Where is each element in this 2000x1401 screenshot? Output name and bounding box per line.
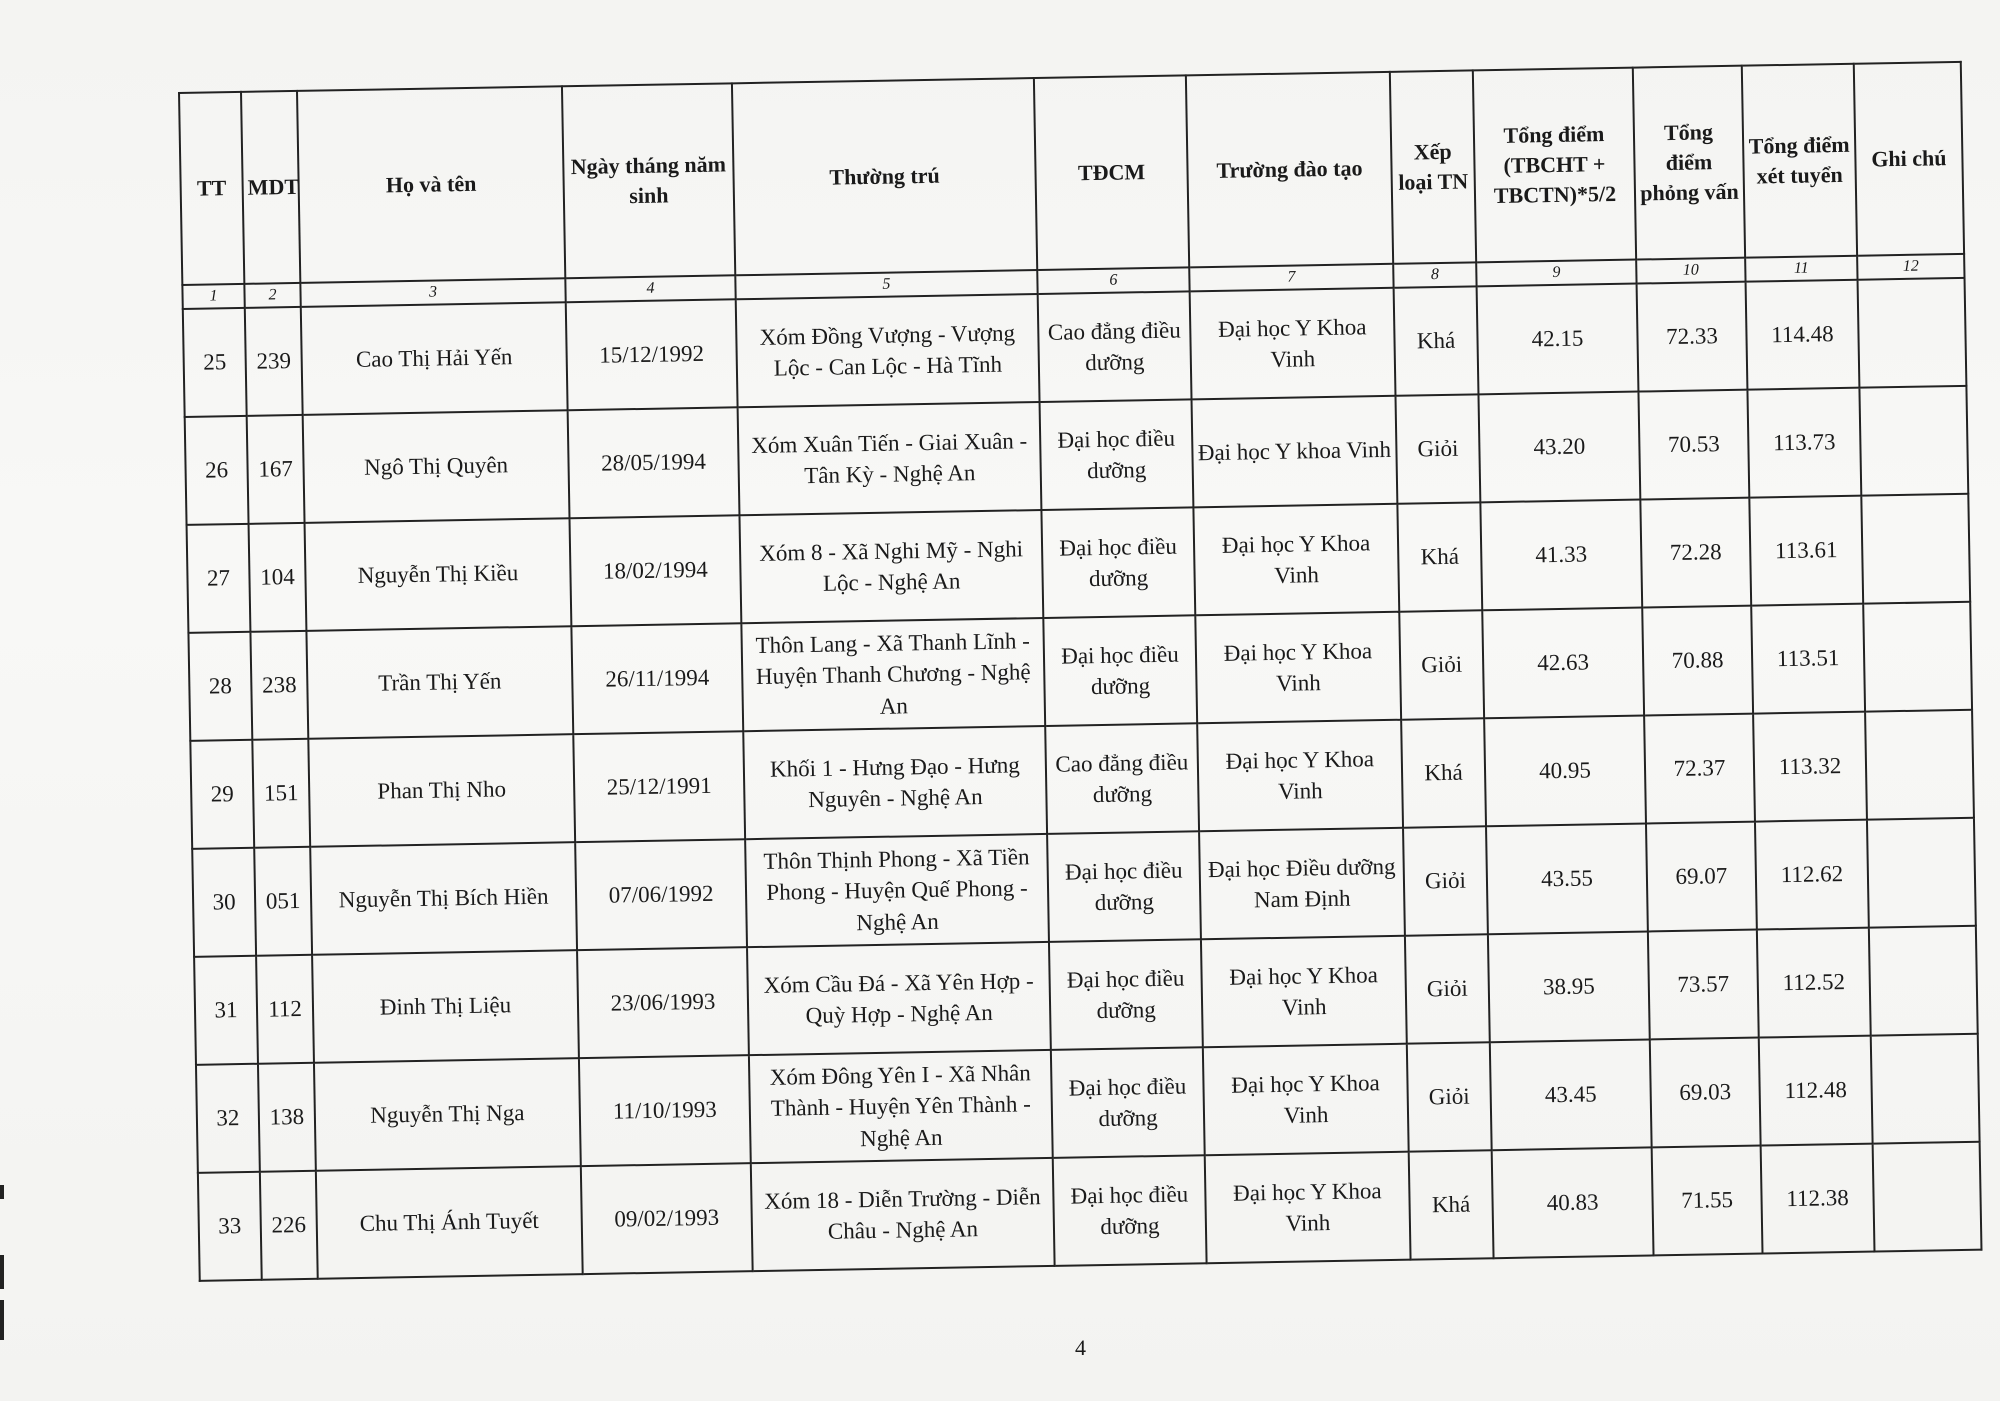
tdcm-cell: Cao đẳng điều dưỡng (1045, 723, 1199, 834)
tt-cell: 33 (198, 1172, 262, 1281)
score-interview-cell: 69.07 (1646, 822, 1757, 932)
grade-cell: Giỏi (1407, 1042, 1492, 1151)
school-cell: Đại học Y Khoa Vinh (1195, 612, 1401, 724)
header-cell: Ghi chú (1854, 62, 1964, 256)
residence-cell: Xóm Đồng Vượng - Vượng Lộc - Can Lộc - Hà Tĩnh (736, 294, 1040, 407)
grade-cell: Giỏi (1405, 934, 1490, 1043)
header-cell: Tổng điểm xét tuyển (1742, 64, 1857, 258)
dob-cell: 07/06/1992 (575, 839, 747, 950)
residence-cell: Xóm 8 - Xã Nghi Mỹ - Nghi Lộc - Nghệ An (739, 510, 1043, 623)
grade-cell: Khá (1394, 286, 1479, 395)
dob-cell: 15/12/1992 (566, 299, 738, 410)
note-cell (1873, 1142, 1982, 1252)
dob-cell: 28/05/1994 (568, 407, 740, 518)
residence-cell: Xóm Đông Yên I - Xã Nhân Thành - Huyện Yên Thành - Nghệ An (749, 1050, 1053, 1163)
residence-cell: Xóm Xuân Tiến - Giai Xuân - Tân Kỳ - Nghệ An (738, 402, 1042, 515)
score-study-cell: 41.33 (1480, 500, 1642, 611)
score-study-cell: 38.95 (1488, 931, 1650, 1042)
results-body (183, 278, 1982, 1281)
column-number: 4 (565, 275, 735, 302)
scan-edge-mark (0, 1185, 4, 1199)
header-cell: Họ và tên (297, 86, 565, 283)
mdt-cell: 112 (256, 955, 314, 1064)
grade-cell: Khá (1397, 502, 1482, 611)
dob-cell: 18/02/1994 (569, 515, 741, 626)
tt-cell: 25 (183, 308, 247, 417)
residence-cell: Xóm 18 - Diễn Trường - Diễn Châu - Nghệ An (751, 1158, 1055, 1271)
note-cell (1867, 818, 1976, 928)
scan-edge-mark (0, 1300, 4, 1340)
score-total-cell: 112.48 (1759, 1036, 1873, 1146)
score-interview-cell: 70.53 (1638, 390, 1749, 500)
tdcm-cell: Đại học điều dưỡng (1051, 1047, 1205, 1158)
score-interview-cell: 70.88 (1642, 606, 1753, 716)
score-study-cell: 43.20 (1478, 392, 1640, 503)
column-number: 5 (735, 270, 1037, 299)
tt-cell: 28 (188, 632, 252, 741)
score-total-cell: 113.32 (1753, 712, 1867, 822)
column-number: 6 (1037, 267, 1189, 294)
grade-cell: Khá (1409, 1150, 1494, 1259)
note-cell (1863, 602, 1972, 712)
tdcm-cell: Đại học điều dưỡng (1053, 1155, 1207, 1266)
score-total-cell: 114.48 (1746, 280, 1860, 390)
score-study-cell: 40.83 (1492, 1147, 1654, 1258)
score-interview-cell: 72.33 (1637, 282, 1748, 392)
mdt-cell: 151 (252, 739, 310, 848)
column-number: 9 (1476, 260, 1636, 287)
dob-cell: 11/10/1993 (579, 1055, 751, 1166)
tdcm-cell: Đại học điều dưỡng (1049, 939, 1203, 1050)
column-number: 1 (182, 284, 244, 309)
grade-cell: Giỏi (1403, 826, 1488, 935)
column-number: 7 (1189, 264, 1393, 292)
header-row (179, 62, 1964, 285)
name-cell: Cao Thị Hải Yến (301, 302, 568, 415)
name-cell: Nguyễn Thị Nga (314, 1058, 581, 1171)
results-sheet (178, 61, 1980, 1282)
score-study-cell: 40.95 (1484, 716, 1646, 827)
school-cell: Đại học Y Khoa Vinh (1193, 504, 1399, 616)
dob-cell: 09/02/1993 (581, 1163, 753, 1274)
score-study-cell: 42.63 (1482, 608, 1644, 719)
score-total-cell: 112.62 (1755, 820, 1869, 930)
residence-cell: Khối 1 - Hưng Đạo - Hưng Nguyên - Nghệ An (743, 726, 1047, 839)
tdcm-cell: Đại học điều dưỡng (1043, 615, 1197, 726)
tdcm-cell: Đại học điều dưỡng (1041, 507, 1195, 618)
tdcm-cell: Đại học điều dưỡng (1040, 399, 1194, 510)
header-cell: MDT (241, 91, 300, 284)
score-total-cell: 112.52 (1757, 928, 1871, 1038)
mdt-cell: 138 (258, 1063, 316, 1172)
page-number: 4 (1075, 1335, 1086, 1360)
tt-cell: 26 (185, 416, 249, 525)
results-table (178, 61, 1982, 1282)
school-cell: Đại học Điều dưỡng Nam Định (1199, 828, 1405, 940)
school-cell: Đại học Y Khoa Vinh (1197, 720, 1403, 832)
header-cell: Thường trú (732, 78, 1037, 275)
column-number: 2 (244, 283, 300, 308)
residence-cell: Xóm Cầu Đá - Xã Yên Hợp - Quỳ Hợp - Nghệ An (747, 942, 1051, 1055)
score-interview-cell: 71.55 (1652, 1146, 1763, 1256)
column-number: 10 (1636, 258, 1745, 284)
column-number: 8 (1393, 262, 1476, 287)
dob-cell: 23/06/1993 (577, 947, 749, 1058)
school-cell: Đại học Y Khoa Vinh (1201, 936, 1407, 1048)
note-cell (1865, 710, 1974, 820)
note-cell (1859, 386, 1968, 496)
name-cell: Đinh Thị Liệu (312, 950, 579, 1063)
column-number: 3 (300, 278, 565, 307)
residence-cell: Thôn Thịnh Phong - Xã Tiền Phong - Huyện Quế Phong - Nghệ An (745, 834, 1049, 947)
grade-cell: Giỏi (1399, 610, 1484, 719)
header-cell: TĐCM (1034, 75, 1189, 270)
header-cell: Tổng điểm (TBCHT + TBCTN)*5/2 (1473, 68, 1636, 263)
school-cell: Đại học Y Khoa Vinh (1190, 288, 1396, 400)
school-cell: Đại học Y khoa Vinh (1192, 396, 1398, 508)
tt-cell: 31 (194, 956, 258, 1065)
score-total-cell: 112.38 (1761, 1144, 1875, 1254)
mdt-cell: 238 (250, 631, 308, 740)
mdt-cell: 239 (245, 307, 303, 416)
name-cell: Ngô Thị Quyên (303, 410, 570, 523)
grade-cell: Giỏi (1395, 394, 1480, 503)
header-cell: Trường đào tạo (1186, 72, 1393, 268)
score-total-cell: 113.61 (1749, 496, 1863, 606)
tdcm-cell: Cao đẳng điều dưỡng (1038, 291, 1192, 402)
score-total-cell: 113.51 (1751, 604, 1865, 714)
tt-cell: 29 (190, 740, 254, 849)
header-cell: Xếp loại TN (1390, 70, 1476, 263)
residence-cell: Thôn Lang - Xã Thanh Lĩnh - Huyện Thanh Chương - Nghệ An (741, 618, 1045, 731)
score-study-cell: 42.15 (1477, 284, 1639, 395)
name-cell: Trần Thị Yến (306, 626, 573, 739)
dob-cell: 25/12/1991 (573, 731, 745, 842)
name-cell: Nguyễn Thị Kiều (305, 518, 572, 631)
name-cell: Nguyễn Thị Bích Hiền (310, 842, 577, 955)
score-interview-cell: 73.57 (1648, 930, 1759, 1040)
name-cell: Phan Thị Nho (308, 734, 575, 847)
score-study-cell: 43.45 (1490, 1039, 1652, 1150)
tt-cell: 30 (192, 848, 256, 957)
scan-edge-mark (0, 1255, 4, 1289)
header-cell: TT (179, 92, 244, 285)
mdt-cell: 051 (254, 847, 312, 956)
dob-cell: 26/11/1994 (571, 623, 743, 734)
header-cell: Ngày tháng năm sinh (562, 83, 735, 278)
school-cell: Đại học Y Khoa Vinh (1205, 1152, 1411, 1264)
score-interview-cell: 72.37 (1644, 714, 1755, 824)
grade-cell: Khá (1401, 718, 1486, 827)
column-number: 12 (1857, 254, 1964, 280)
school-cell: Đại học Y Khoa Vinh (1203, 1044, 1409, 1156)
name-cell: Chu Thị Ánh Tuyết (316, 1166, 583, 1279)
tt-cell: 32 (196, 1064, 260, 1173)
header-cell: Tổng điểm phỏng vấn (1633, 66, 1745, 260)
note-cell (1858, 278, 1967, 388)
tt-cell: 27 (187, 524, 251, 633)
tdcm-cell: Đại học điều dưỡng (1047, 831, 1201, 942)
column-number: 11 (1745, 256, 1857, 282)
score-interview-cell: 72.28 (1640, 498, 1751, 608)
score-interview-cell: 69.03 (1650, 1038, 1761, 1148)
mdt-cell: 226 (260, 1171, 318, 1280)
note-cell (1871, 1034, 1980, 1144)
score-total-cell: 113.73 (1747, 388, 1861, 498)
score-study-cell: 43.55 (1486, 823, 1648, 934)
mdt-cell: 167 (247, 415, 305, 524)
mdt-cell: 104 (249, 523, 307, 632)
note-cell (1861, 494, 1970, 604)
note-cell (1869, 926, 1978, 1036)
